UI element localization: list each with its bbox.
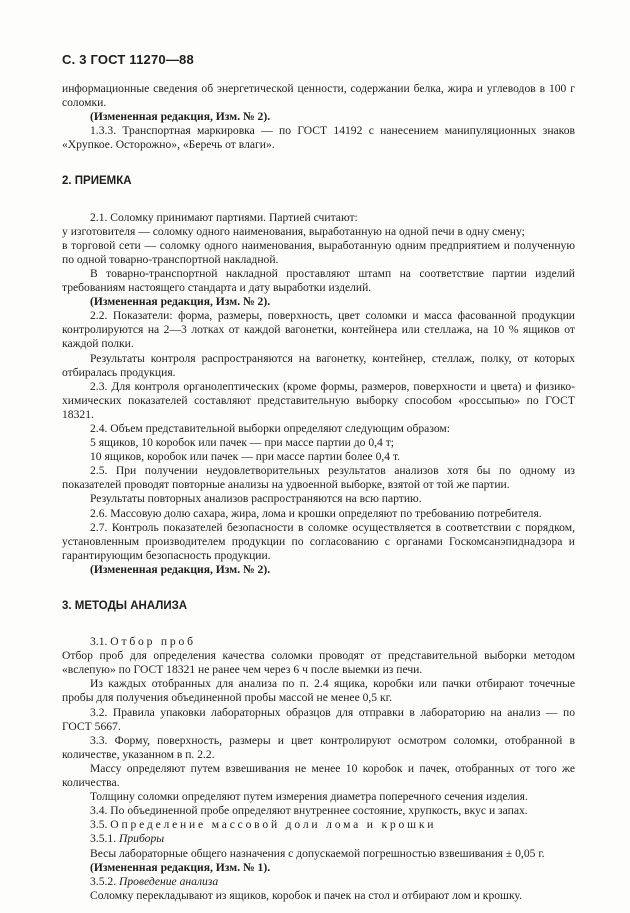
- subsection-number: 3.5.1.: [90, 832, 117, 846]
- paragraph-3-4: 3.4. По объединенной пробе определяют внутреннее состояние, хрупкость, вкус и запах.: [90, 804, 528, 818]
- subsection-3-5-heading: [62, 818, 575, 832]
- section-heading-3: 3. МЕТОДЫ АНАЛИЗА: [62, 600, 188, 612]
- paragraph-2-4: 2.4. Объем представительной выборки определяют следующим образом:: [90, 421, 450, 435]
- paragraph: 10 ящиков, коробок или пачек — при массе партии более 0,4 т.: [90, 450, 401, 464]
- paragraph-3-3: 3.3. Форму, поверхность, размеры и цвет контролируют осмотром соломки, отобранной в количестве, указанном в п. 2.2.: [62, 733, 575, 761]
- paragraph-2-6: 2.6. Массовую долю сахара, жира, лома и крошки определяют по требованию потребителя.: [90, 506, 542, 520]
- paragraph-2-7: 2.7. Контроль показателей безопасности в соломке осуществляется в соответствии с порядком, установленным производителем продукции по согласованию с органами Госкомсанэпиднадзора и гарантирующим безопасность продукции.: [62, 520, 575, 562]
- paragraph: информационные сведения об энергетической ценности, содержании белка, жира и углеводов в 100 г соломки.: [62, 82, 575, 110]
- paragraph: в торговой сети — соломку одного наименования, выработанную одним предприятием и полученную по одной товарно-транспортной накладной.: [62, 238, 575, 266]
- paragraph: у изготовителя — соломку одного наименования, выработанную на одной печи в одну смену;: [62, 224, 525, 238]
- subsection-3-5-2-heading: [62, 875, 575, 889]
- paragraph-2-5: 2.5. При получении неудовлетворительных результатов анализов хотя бы по одному из показателей проводят повторные анализы на удвоенной выборке, взятой от той же партии.: [62, 464, 575, 492]
- paragraph-2-3: 2.3. Для контроля органолептических (кроме формы, размеров, поверхности и цвета) и физико-химических показателей составляют представительную выборку способом «россыпью» по ГОСТ 18321.: [62, 379, 575, 421]
- paragraph: Соломку перекладывают из ящиков, коробок и пачек на стол и отбирают лом и крошку.: [90, 888, 522, 902]
- subsection-number: 3.5.2.: [90, 874, 117, 888]
- paragraph: Результаты контроля распространяются на вагонетку, контейнер, стеллаж, полку, от которых отбиралась продукция.: [62, 351, 575, 379]
- document-body: [62, 82, 575, 903]
- paragraph: Результаты повторных анализов распространяются на всю партию.: [90, 492, 422, 506]
- paragraph: Массу определяют путем взвешивания не менее 10 коробок и пачек, отобранных от того же количества.: [62, 761, 575, 790]
- subsection-title: Отбор проб: [110, 635, 196, 649]
- paragraph-3-2: 3.2. Правила упаковки лабораторных образцов для отправки в лабораторию на анализ — по ГОСТ 5667.: [62, 705, 575, 733]
- amendment-note: (Измененная редакция, Изм. № 2).: [90, 562, 271, 576]
- subsection-title: Проведение анализа: [119, 874, 219, 888]
- page-header: С. 3 ГОСТ 11270—88: [62, 52, 194, 67]
- amendment-note: (Измененная редакция, Изм. № 2).: [90, 110, 271, 124]
- paragraph: Отбор проб для определения качества соломки проводят от представительной выборки методом «вслепую» по ГОСТ 18321 не ранее чем через 6 ч после выемки из печи.: [62, 649, 575, 677]
- subsection-3-5-1-heading: [62, 832, 575, 846]
- subsection-number: 3.5.: [90, 818, 108, 832]
- amendment-note: (Измененная редакция, Изм. № 1).: [90, 860, 271, 874]
- paragraph: Весы лабораторные общего назначения с допускаемой погрешностью взвешивания ± 0,05 г.: [90, 846, 545, 860]
- subsection-3-1-heading: [62, 635, 575, 649]
- paragraph-2-1: 2.1. Соломку принимают партиями. Партией считают:: [90, 210, 358, 224]
- subsection-number: 3.1.: [90, 635, 108, 649]
- paragraph: 5 ящиков, 10 коробок или пачек — при массе партии до 0,4 т;: [90, 436, 395, 450]
- section-heading-2: 2. ПРИЕМКА: [62, 175, 132, 188]
- paragraph: Толщину соломки определяют путем измерения диаметра поперечного сечения изделия.: [90, 790, 528, 804]
- subsection-title: Приборы: [119, 832, 165, 846]
- amendment-note: (Измененная редакция, Изм. № 2).: [90, 295, 271, 309]
- paragraph: Из каждых отобранных для анализа по п. 2.4 ящика, коробки или пачки отбирают точечные пробы для получения объединенной пробы массой не менее 0,5 кг.: [62, 677, 575, 705]
- subsection-title: Определение массовой доли лома и крошки: [110, 818, 437, 832]
- paragraph-1-3-3: 1.3.3. Транспортная маркировка — по ГОСТ 14192 с нанесением манипуляционных знаков «Хрупкое. Осторожно», «Беречь от влаги».: [62, 124, 575, 152]
- paragraph: В товарно-транспортной накладной проставляют штамп на соответствие партии изделий требованиям настоящего стандарта и дату выработки изделий.: [62, 266, 575, 295]
- paragraph-2-2: 2.2. Показатели: форма, размеры, поверхность, цвет соломки и масса фасованной продукции контролируются на 2—3 лотках от каждой вагонетки, контейнера или стеллажа, на 10 % ящиков от каждой полки.: [62, 309, 575, 351]
